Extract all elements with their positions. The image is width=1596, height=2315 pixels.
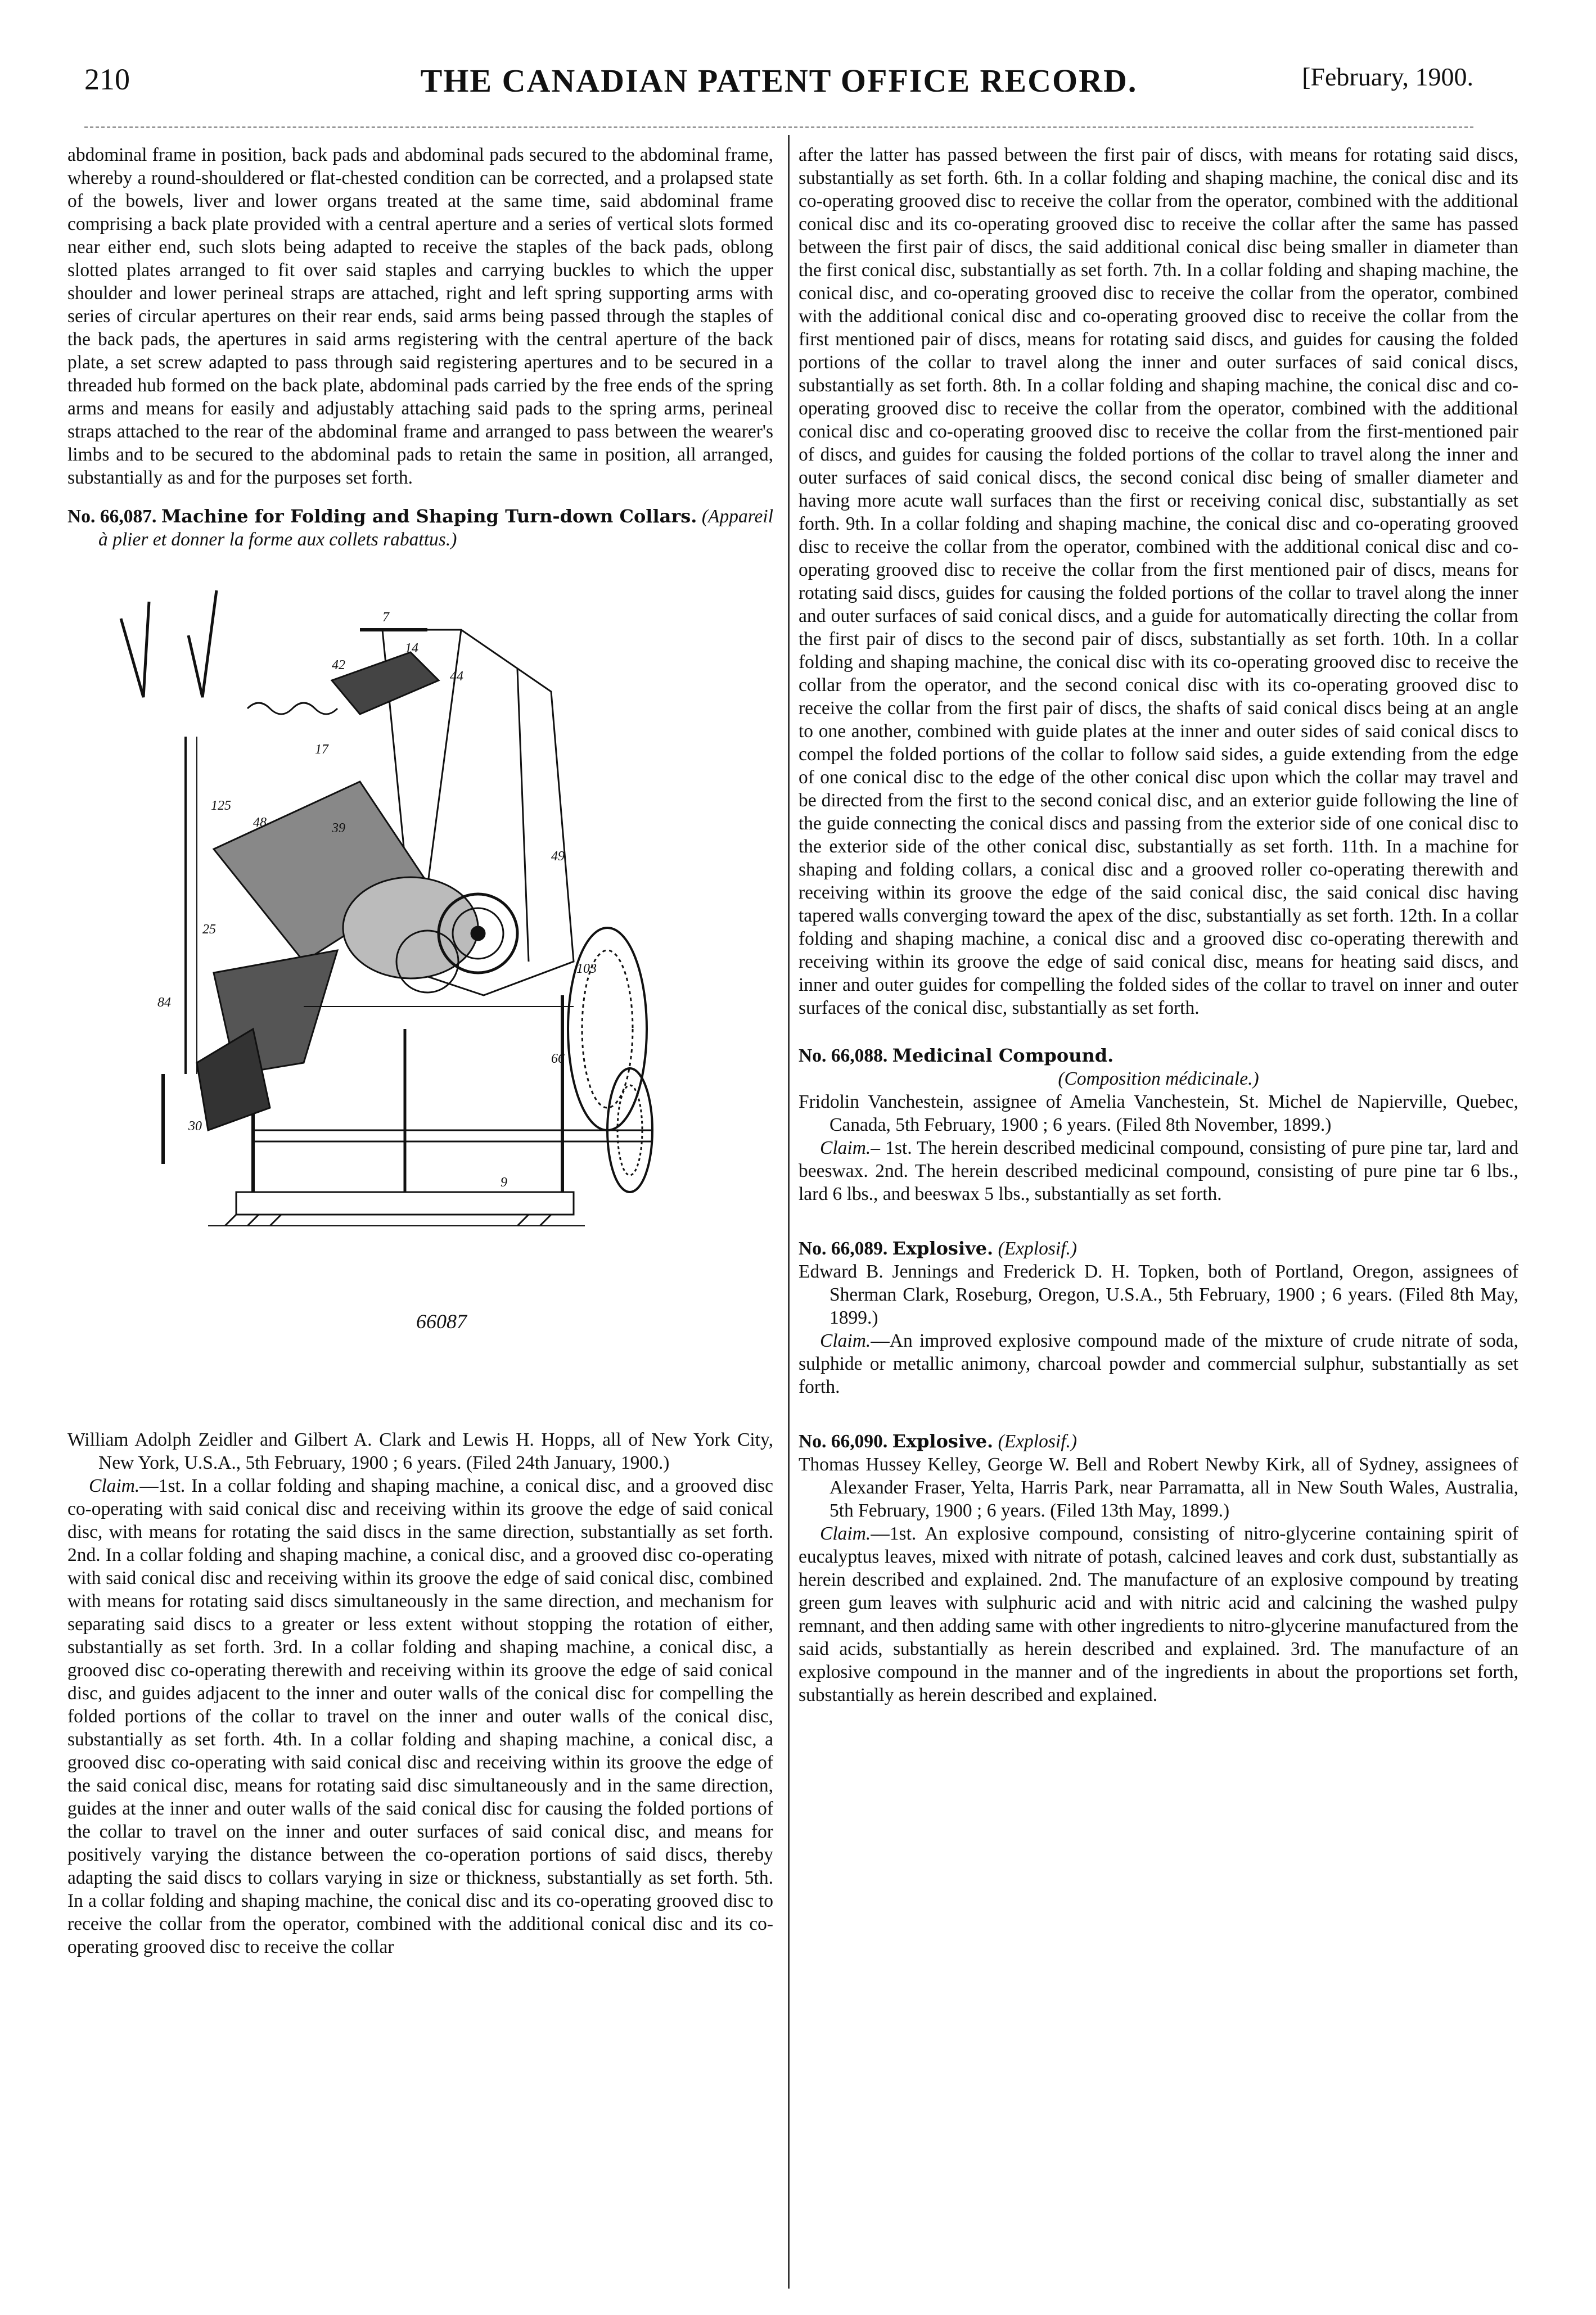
machine-illustration <box>67 568 773 1400</box>
patent-french-title: (Explosif.) <box>998 1431 1077 1452</box>
patentees-66088: Fridolin Vanchestein, assignee of Amelia Vanchestein, St. Michel de Napierville, Quebec, Canada, 5th February, 1900 ; 6 years. (Filed 8th November, 1899.) <box>799 1091 1518 1135</box>
claim-text: – 1st. The herein described medicinal compound, consisting of pure pine tar, lard and beeswax. 2nd. The herein described medicinal compound, consisting of pure pine tar 6 lbs., lard 6 lbs., and beeswax 5 lbs., substantially as set forth. <box>799 1138 1518 1204</box>
svg-text:30: 30 <box>188 1119 202 1134</box>
patentees-66090: Thomas Hussey Kelley, George W. Bell and Robert Newby Kirk, all of Sydney, assignees of Alexander Fraser, Yelta, Harris Park, near Parramatta, all in New South Wales, Australia, 5th February, 1900 ; 6 years. (Filed 13th May, 1899.) <box>799 1454 1518 1521</box>
page-header <box>84 62 1473 107</box>
svg-text:42: 42 <box>332 658 345 673</box>
patent-french-title: (Explosif.) <box>998 1238 1077 1259</box>
patent-french-title: (Composition médicinale.) <box>1058 1068 1259 1089</box>
patentees-66089: Edward B. Jennings and Frederick D. H. Topken, both of Portland, Oregon, assignees of Sherman Clark, Roseburg, Oregon, U.S.A., 5th February, 1900 ; 6 years. (Filed 8th May, 1899.) <box>799 1261 1518 1328</box>
patent-french-title: (Appareil à plier et donner la forme aux collets rabattus.) <box>98 506 774 550</box>
left-column <box>67 143 773 1959</box>
page-number: 210 <box>84 62 130 96</box>
patent-number: No. 66,090. <box>799 1431 888 1452</box>
svg-text:7: 7 <box>382 610 389 625</box>
claims-66088 <box>799 1136 1518 1206</box>
claim-label: Claim. <box>820 1138 871 1158</box>
claim-label: Claim. <box>820 1523 871 1544</box>
figure-caption: 66087 <box>416 1310 467 1333</box>
svg-text:103: 103 <box>576 962 597 976</box>
patent-title: Machine for Folding and Shaping Turn-down Collars. <box>161 506 697 527</box>
continued-claims-66087: after the latter has passed between the first pair of discs, with means for rotating said discs, substantially as set forth. 6th. In a collar folding and shaping machine, the conical disc and its co-operating grooved disc to receive the collar from the operator, combined with the additional conical disc and its co-operating grooved disc to receive the collar after the same has passed between the first pair of discs, the said additional conical disc being smaller in diameter than the first conical disc, substantially as set forth. 7th. In a collar folding and shaping machine, the conical disc, and co-operating grooved disc to receive the collar from the operator, combined with the additional conical disc and co-operating grooved disc to receive the collar from the first mentioned pair of discs, means for rotating said discs, and guides for causing the folded portions of the collar to travel along the inner and outer surfaces of said conical discs, substantially as set forth. 8th. In a collar folding and shaping machine, the conical disc and co-operating grooved disc to receive the collar from the operator, combined with the additional conical disc and co-operating grooved disc to receive the collar from the first-mentioned pair of discs, and guides for causing the folded portions of the collar to travel along the inner and outer surfaces of said conical discs, the second conical disc being of smaller diameter and having more acute wall surfaces than the first or receiving conical disc, substantially as set forth. 9th. In a collar folding and shaping machine, the conical disc and co-operating grooved disc to receive the collar from the operator, combined with the additional conical disc and co-operating grooved disc to receive the collar from the first mentioned pair of discs, means for rotating said discs, guides for causing the folded portions of the collar to travel along the inner and outer surfaces of said conical discs, and a guide for automatically directing the collar from the first pair of discs to the second pair of discs, substantially as set forth. 10th. In a collar folding and shaping machine, the conical disc with its co-operating grooved disc to receive the collar from the operator, and the second conical disc with its co-operating grooved disc to receive the collar from the first pair of discs, the shafts of said conical discs being at an angle to one another, combined with guide plates at the inner and outer sides of said conical discs to compel the folded portions of the collar to follow said sides, a guide extending from the edge of one conical disc to the edge of the other conical disc upon which the collar may travel and be directed from the first to the second conical disc, and an exterior guide following the line of the guide connecting the conical discs and passing from the exterior side of one conical disc to the exterior side of the other conical disc, substantially as set forth. 11th. In a machine for shaping and folding collars, a conical disc and a grooved roller co-operating therewith and receiving within its groove the edge of the said conical disc, the said conical disc having tapered walls converging toward the apex of the disc, substantially as set forth. 12th. In a collar folding and shaping machine, a conical disc and a grooved disc co-operating therewith and receiving within its groove the edge of said conical disc, means for heating said discs, and inner and outer guides for compelling the folded sides of the collar to travel on inner and outer surfaces of the conical disc, substantially as set forth. <box>799 145 1518 1018</box>
svg-text:48: 48 <box>253 815 267 830</box>
claim-text: —1st. An explosive compound, consisting of nitro-glycerine containing spirit of eucalyptus leaves, mixed with nitrate of potash, calcined leaves and cork dust, substantially as herein described and explained. 2nd. The manufacture of an explosive compound by treating green gum leaves with sulphuric acid and with nitric acid and calcining the washed pulpy remnant, and then adding same with other ingredients to nitro-glycerine manufactured from the said acids, substantially as herein described and explained. 3rd. The manufacture of an explosive compound in the manner and of the ingredients in about the proportions set forth, substantially as herein described and explained. <box>799 1523 1518 1705</box>
patent-title: Explosive. <box>892 1430 994 1452</box>
patent-drawing <box>67 568 773 1400</box>
svg-text:125: 125 <box>211 798 231 813</box>
patent-title: Explosive. <box>892 1238 994 1259</box>
svg-text:25: 25 <box>202 922 216 937</box>
patent-heading-66087 <box>67 505 773 551</box>
claims-66087 <box>67 1474 773 1959</box>
claims-66090 <box>799 1522 1518 1707</box>
claims-66089 <box>799 1329 1518 1398</box>
claim-label: Claim. <box>820 1330 871 1351</box>
patent-number: No. 66,087. <box>67 506 157 527</box>
svg-text:14: 14 <box>405 641 418 656</box>
svg-text:39: 39 <box>332 821 345 836</box>
patent-title: Medicinal Compound. <box>892 1045 1114 1066</box>
svg-text:44: 44 <box>450 669 463 684</box>
continued-claim-text: abdominal frame in position, back pads and abdominal pads secured to the abdominal frame, whereby a round-shouldered or flat-chested condition can be corrected, and a prolapsed state of the bowels, liver and lower organs treated at the same time, said abdominal frame comprising a back plate provided with a central aperture and a series of vertical slots formed near either end, such slots being adapted to receive the staples of the back pads, oblong slotted plates arranged to fit over said staples and carrying buckles to which the upper shoulder and lower perineal straps are attached, right and left spring supporting arms with series of circular apertures on their rear ends, said arms being passed through the staples of the back pads, the apertures in said arms registering with the central aperture of the back plate, a set screw adapted to pass through said registering apertures and to be secured in a threaded hub formed on the back plate, abdominal pads carried by the free ends of the spring arms and means for easily and adjustably attaching said pads to the spring arms, perineal straps attached to the rear of the abdominal frame and arranged to pass between the wearer's limbs and to be secured to the abdominal pads to retain the same in position, all arranged, substantially as and for the purposes set forth. <box>67 145 773 488</box>
svg-text:66: 66 <box>551 1052 565 1066</box>
claim-label: Claim. <box>89 1475 140 1496</box>
patent-number: No. 66,088. <box>799 1045 888 1066</box>
svg-text:84: 84 <box>157 995 171 1010</box>
publication-title: THE CANADIAN PATENT OFFICE RECORD. <box>420 62 1138 99</box>
claim-text: —An improved explosive compound made of the mixture of crude nitrate of soda, sulphide or metallic animony, charcoal powder and commercial sulphur, substantially as set forth. <box>799 1330 1518 1397</box>
column-divider <box>788 135 790 2289</box>
patent-heading-66088 <box>799 1044 1518 1067</box>
svg-text:17: 17 <box>315 742 328 757</box>
patentees-66087: William Adolph Zeidler and Gilbert A. Clark and Lewis H. Hopps, all of New York City, New York, U.S.A., 5th February, 1900 ; 6 years. (Filed 24th January, 1900.) <box>67 1429 773 1473</box>
patent-heading-66090 <box>799 1430 1518 1453</box>
right-column <box>799 143 1518 1707</box>
svg-text:49: 49 <box>551 849 565 864</box>
issue-date: [February, 1900. <box>1302 62 1473 91</box>
header-rule <box>84 127 1473 128</box>
svg-text:9: 9 <box>501 1175 507 1190</box>
patent-number: No. 66,089. <box>799 1238 888 1259</box>
claim-text: —1st. In a collar folding and shaping machine, a conical disc, and a grooved disc co-operating with said conical disc and receiving within its groove the edge of said conical disc, with means for rotating the said discs in the same direction, substantially as set forth. 2nd. In a collar folding and shaping machine, a conical disc, and a grooved disc co-operating with said conical disc and receiving within its groove the edge of said conical disc, combined with means for rotating said discs simultaneously in the same direction, and mechanism for separating said discs to a greater or less extent without stopping the rotation of either, substantially as set forth. 3rd. In a collar folding and shaping machine, a conical disc, a grooved disc co-operating therewith and receiving within its groove the edge of said conical disc, and guides adjacent to the inner and outer walls of the conical disc for compelling the folded portions of the collar to travel on the inner and outer walls of the conical disc, substantially as set forth. 4th. In a collar folding and shaping machine, a conical disc, a grooved disc co-operating with said conical disc and receiving within its groove the edge of the said conical disc, means for rotating said disc simultaneously and in the same direction, guides at the inner and outer walls of the said conical disc for causing the folded portions of the collar to travel on the inner and outer surfaces of said conical disc, and means for positively varying the distance between the co-operation portions of said discs, thereby adapting the said discs to collars varying in size or thickness, substantially as set forth. 5th. In a collar folding and shaping machine, the conical disc and its co-operating grooved disc to receive the collar from the operator, combined with the additional conical disc and its co-operating grooved disc to receive the collar <box>67 1475 773 1957</box>
patent-heading-66089 <box>799 1237 1518 1260</box>
